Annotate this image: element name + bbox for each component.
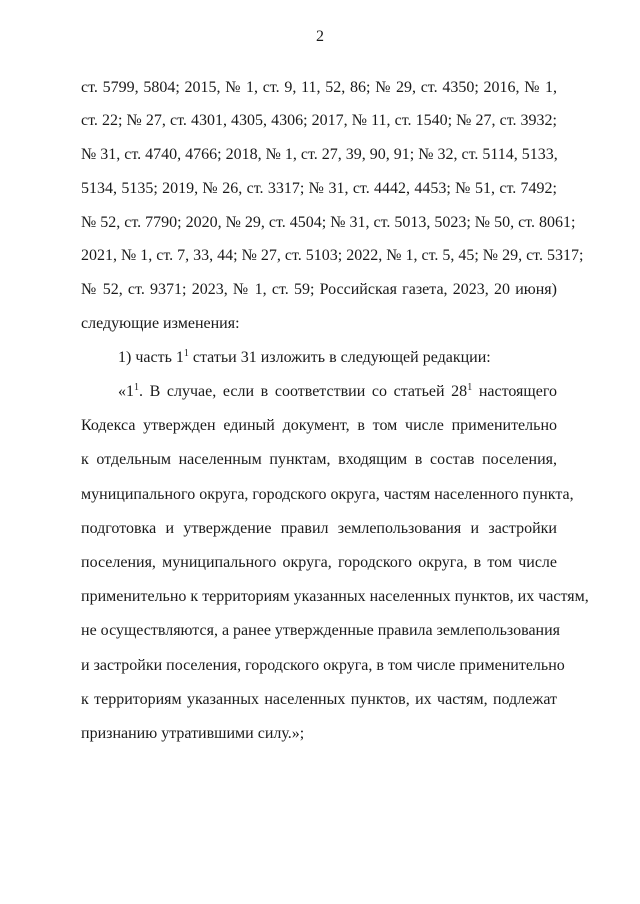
quote-line: к отдельным населенным пунктам, входящим в состав поселения,: [81, 451, 557, 468]
item-1-heading: [118, 348, 557, 368]
text-line: 5134, 5135; 2019, № 26, ст. 3317; № 31, ст. 4442, 4453; № 51, ст. 7492;: [81, 180, 557, 197]
quote-line: к территориям указанных населенных пунктов, их частям, подлежат: [81, 691, 557, 708]
item-1-prefix: 1) часть 1: [118, 349, 184, 366]
quote-line: подготовка и утверждение правил землепользования и застройки: [81, 520, 557, 537]
text-line: ст. 5799, 5804; 2015, № 1, ст. 9, 11, 52, 86; № 29, ст. 4350; 2016, № 1,: [81, 79, 557, 96]
quote-first-line: [118, 382, 557, 402]
quote-suffix: настоящего: [472, 383, 558, 400]
quote-line: и застройки поселения, городского округа, в том числе применительно: [81, 657, 565, 674]
text-line: № 52, ст. 7790; 2020, № 29, ст. 4504; № 31, ст. 5013, 5023; № 50, ст. 8061;: [81, 214, 576, 231]
text-line: № 31, ст. 4740, 4766; 2018, № 1, ст. 27, 39, 90, 91; № 32, ст. 5114, 5133,: [81, 146, 558, 163]
text-line: № 52, ст. 9371; 2023, № 1, ст. 59; Российская газета, 2023, 20 июня): [81, 281, 557, 298]
superscript: 1: [134, 382, 139, 393]
quote-line: поселения, муниципального округа, городского округа, в том числе: [81, 554, 557, 571]
superscript: 1: [183, 348, 189, 359]
quote-middle: . В случае, если в соответствии со статьей 28: [139, 383, 468, 400]
quote-prefix: «1: [118, 383, 134, 400]
text-line: следующие изменения:: [81, 315, 240, 332]
superscript: 1: [467, 382, 473, 393]
text-line: 2021, № 1, ст. 7, 33, 44; № 27, ст. 5103; 2022, № 1, ст. 5, 45; № 29, ст. 5317;: [81, 247, 584, 264]
quote-line: признанию утратившими силу.»;: [81, 725, 305, 742]
quote-line: не осуществляются, а ранее утвержденные правила землепользования: [81, 622, 561, 639]
item-1-suffix: статьи 31 изложить в следующей редакции:: [188, 349, 491, 366]
page-number: 2: [316, 28, 324, 45]
quote-line: муниципального округа, городского округа, частям населенного пункта,: [81, 486, 574, 503]
quote-line: применительно к территориям указанных населенных пунктов, их частям,: [81, 588, 589, 605]
text-line: ст. 22; № 27, ст. 4301, 4305, 4306; 2017, № 11, ст. 1540; № 27, ст. 3932;: [81, 112, 557, 129]
quote-line: Кодекса утвержден единый документ, в том числе применительно: [81, 417, 557, 434]
